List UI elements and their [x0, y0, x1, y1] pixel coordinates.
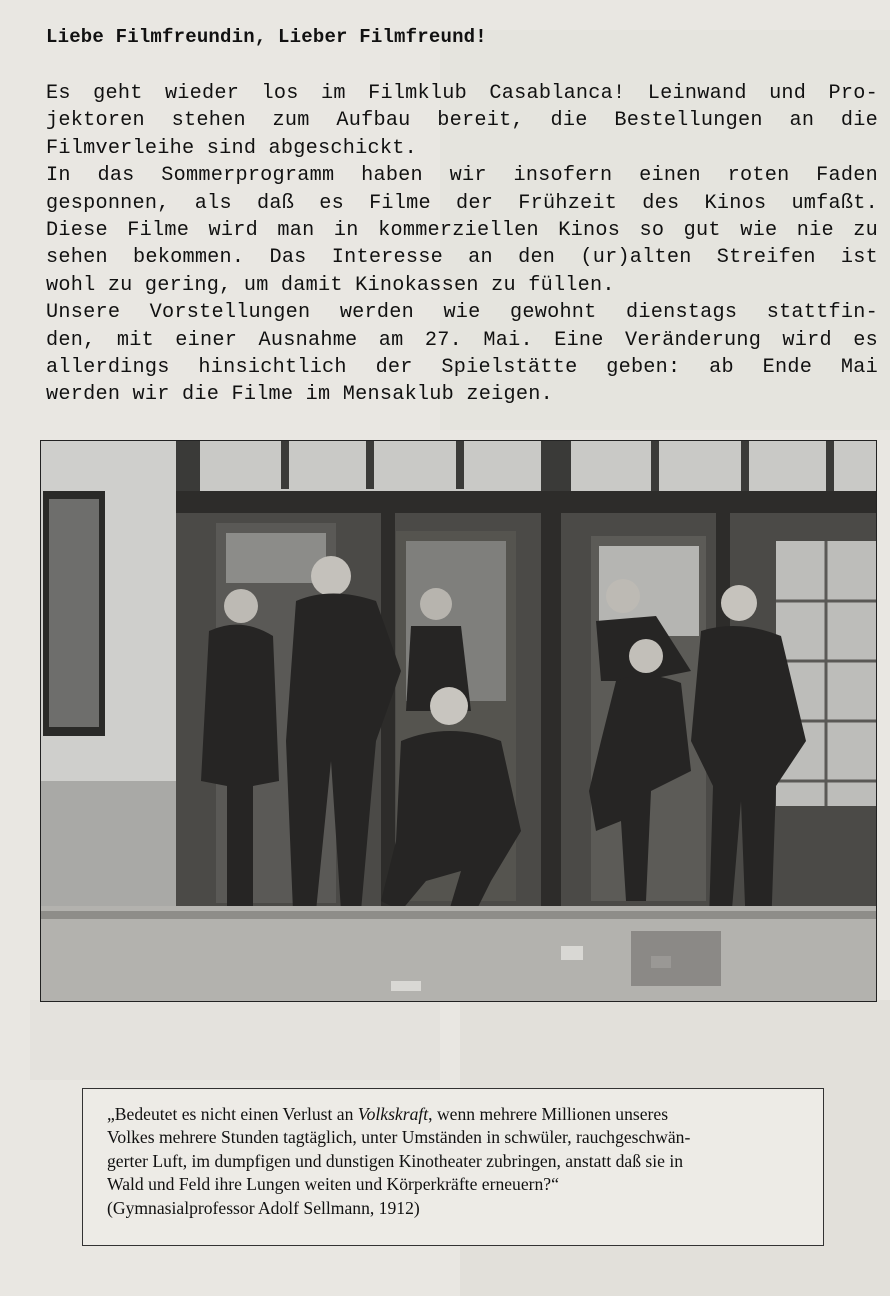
quote-text: „Bedeutet es nicht einen Verlust an: [107, 1104, 358, 1124]
letter-body: [46, 80, 878, 409]
quote-emphasis: Volkskraft: [357, 1104, 429, 1124]
letter-line: Filmverleihe sind abgeschickt.: [46, 136, 417, 160]
quote-line: Wald und Feld ihre Lungen weiten und Körperkräfte erneuern?“: [107, 1174, 559, 1195]
quote-line: Volkes mehrere Stunden tagtäglich, unter Umständen in schwüler, rauchgeschwän-: [107, 1127, 691, 1148]
letter-line: sehen bekommen. Das Interesse an den (ur)alten Streifen ist: [46, 246, 878, 270]
letter-line: wohl zu gering, um damit Kinokassen zu füllen.: [46, 273, 615, 297]
quote-text: , wenn mehrere Millionen unseres: [428, 1104, 669, 1124]
letter-line: jektoren stehen zum Aufbau bereit, die Bestellungen an die: [46, 109, 878, 133]
letter-line: allerdings hinsichtlich der Spielstätte geben: ab Ende Mai: [46, 356, 878, 380]
letter-line: Unsere Vorstellungen werden wie gewohnt dienstags stattfin-: [46, 301, 878, 325]
letter-line: Es geht wieder los im Filmklub Casablanca! Leinwand und Pro-: [46, 82, 878, 105]
reverse-page-bleed: [30, 1000, 440, 1080]
quote-line: [107, 1103, 823, 1126]
quote-attribution: (Gymnasialprofessor Adolf Sellmann, 1912): [107, 1197, 420, 1218]
letter-line: den, mit einer Ausnahme am 27. Mai. Eine Veränderung wird es: [46, 328, 878, 352]
letter-line: Diese Filme wird man in kommerziellen Kinos so gut wie nie zu: [46, 219, 878, 243]
letter-line: werden wir die Filme im Mensaklub zeigen.: [46, 383, 553, 407]
letter-greeting: Liebe Filmfreundin, Lieber Filmfreund!: [46, 26, 487, 48]
letter-line: In das Sommerprogramm haben wir insofern einen roten Faden: [46, 164, 878, 188]
quote-box: [82, 1088, 824, 1246]
group-photo: [40, 440, 877, 1002]
letter-line: gesponnen, als daß es Filme der Frühzeit des Kinos umfaßt.: [46, 191, 878, 215]
quote-line: gerter Luft, im dumpfigen und dunstigen Kinotheater zubringen, anstatt daß sie in: [107, 1150, 684, 1171]
